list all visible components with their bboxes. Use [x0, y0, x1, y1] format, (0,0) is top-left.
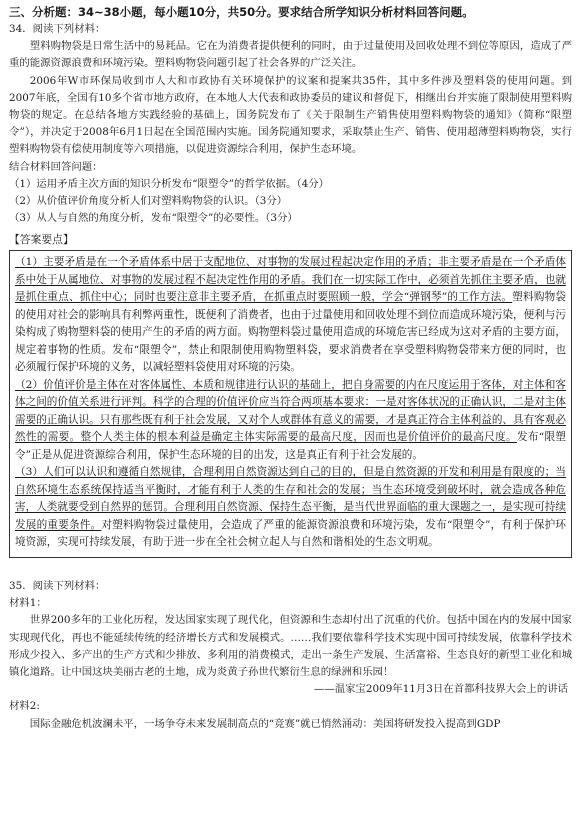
q34-paragraph-1: 塑料购物袋是日常生活中的易耗品。它在为消费者提供便利的同时，由于过量使用及回收处理不到位等原因，造成了严重的能源资源浪费和环境污染。塑料购物袋问题引起了社会各界的广泛关注。	[9, 40, 572, 70]
material-2-text: 国际金融危机波澜未平，一场争夺未来发展制高点的“竞赛”就已悄然涌动：美国将研发投入提高到GDP	[29, 717, 501, 730]
q34-paragraph-2: 2006年W市环保局收到市人大和市政协有关环境保护的议案和提案共35件，其中多件涉及塑料袋的使用问题。到2007年底，全国有10多个省市地方政府，在本地人大代表和政协委员的建议和督促下，相继出台并实施了限制使用塑料购物袋的规定。在总结各地方实践经验的基础上，国务院发布了《关于限制生产销售使用塑料购物袋的通知》（简称“限塑令”），并决定于2008年6月1日起在全国范围内实施。国务院通知要求，采取禁止生产、销售、使用超薄塑料购物袋，实行塑料购物袋有偿使用制度等六项措施，以促进资源综合利用，保护生态环境。	[9, 74, 572, 156]
q34-subquestion-2: （2）从价值评价角度分析人们对塑料购物袋的认识。（3分）	[9, 195, 288, 208]
material-2-label: 材料2:	[9, 700, 40, 713]
answer-point-2	[15, 377, 566, 465]
answer-header: 【答案要点】	[9, 233, 74, 247]
spacer	[9, 562, 572, 578]
q35-prompt: 35．阅读下列材料：	[9, 579, 106, 592]
answer-3-underlined: （3）人们可以认识和遵循自然规律，合理利用自然资源达到自己的目的，但是自然资源的开发和利用是有限度的；当自然环境生态系统保持适当平衡时，才能有利于人类的生存和社会的发展；当生态环境受到破坏时，就会造成各种危害，人类就要受到自然界的惩罚。合理利用自然资源、保持生态平衡，是当代世界面临的重大课题之一，是实现可持续发展的重要条件。	[15, 466, 566, 531]
material-1-source: ——温家宝2009年11月3日在首都科技界大会上的讲话	[313, 683, 568, 696]
material-1-label: 材料1：	[9, 597, 47, 610]
answer-1-underlined: （1）主要矛盾是在一个矛盾体系中居于支配地位、对事物的发展过程起决定作用的矛盾；非主要矛盾是在一个矛盾体系中处于从属地位、对事物的发展过程不起决定性作用的矛盾。我们在一切实际工作中，必须首先抓住主要矛盾，也就是抓住重点、抓住中心；同时也要注意非主要矛盾，在抓重点时要照顾一般，学会“弹钢琴”的工作方法。	[15, 256, 566, 304]
answer-2-text: 发布“限塑令”正是从促进资源综合利用，保护生态环境的目的出发，这是真正有利于社会发展的。	[15, 431, 566, 461]
material-1-text: 世界200多年的工业化历程，发达国家实现了现代化，但资源和生态却付出了沉重的代价。包括中国在内的发展中国家实现现代化，再也不能延续传统的经济增长方式和发展模式。……我们要依靠科学技术实现中国可持续发展，依靠科学技术形成少投入、多产出的生产方式和少排放、多利用的消费模式，走出一条生产发展、生活富裕、生态良好的新型工业化和城镇化道路。让中国这块美丽古老的土地，成为炎黄子孙世代繁衍生息的绿洲和乐园！	[9, 614, 572, 678]
answer-3-text: 对塑料购物袋过量使用，会造成了严重的能源资源浪费和环境污染，发布“限塑令”，有利于保护环境资源，实现可持续发展，有助于进一步在全社会树立起人与自然和谐相处的生态文明观。	[15, 518, 567, 549]
q34-subquestion-3: （3）从人与自然的角度分析，发布“限塑令”的必要性。（3分）	[9, 212, 298, 225]
q34-instruction: 结合材料回答问题：	[9, 160, 103, 173]
section-title: 三、分析题：34~38小题，每小题10分，共50分。要求结合所学知识分析材料回答问题。	[9, 5, 474, 19]
answer-box	[9, 250, 572, 558]
q34-prompt: 34．阅读下列材料：	[9, 23, 106, 35]
answer-point-3	[15, 464, 566, 552]
q34-subquestion-1: （1）运用矛盾主次方面的知识分析发布“限塑令”的哲学依据。（4分）	[9, 177, 329, 190]
answer-2-underlined: （2）价值评价是主体在对客体属性、本质和规律进行认识的基础上，把自身需要的内在尺度运用于客体，对主体和客体之间的价值关系进行评判。科学的合理的价值评价应当符合两项基本要求：一是对客体状况的正确认识，二是对主体需要的正确认识。只有那些既有利于社会发展，又对个人或群体有意义的需要，才是真正符合主体利益的、具有客观必然性的需要。整个人类主体的根本利益是确定主体实际需要的最高尺度，因而也是价值评价的最高尺度。	[15, 378, 566, 444]
answer-1-text: 塑料购物袋的使用对社会的影响具有利弊两重性，既便利了消费者，也由于过量使用和回收处理不到位而造成环境污染，便利与污染构成了购物塑料袋的使用产生的矛盾的两方面。购物塑料袋过量使用造成的环境危害已经成为这对矛盾的主要方面，规定着事物的性质。发布“限塑令”，禁止和限制使用购物塑料袋，要求消费者在享受塑料购物袋带来方便的同时，也必须履行保护环境的义务，以减轻塑料袋使用对环境的污染。	[15, 291, 567, 374]
answer-point-1	[15, 254, 566, 377]
